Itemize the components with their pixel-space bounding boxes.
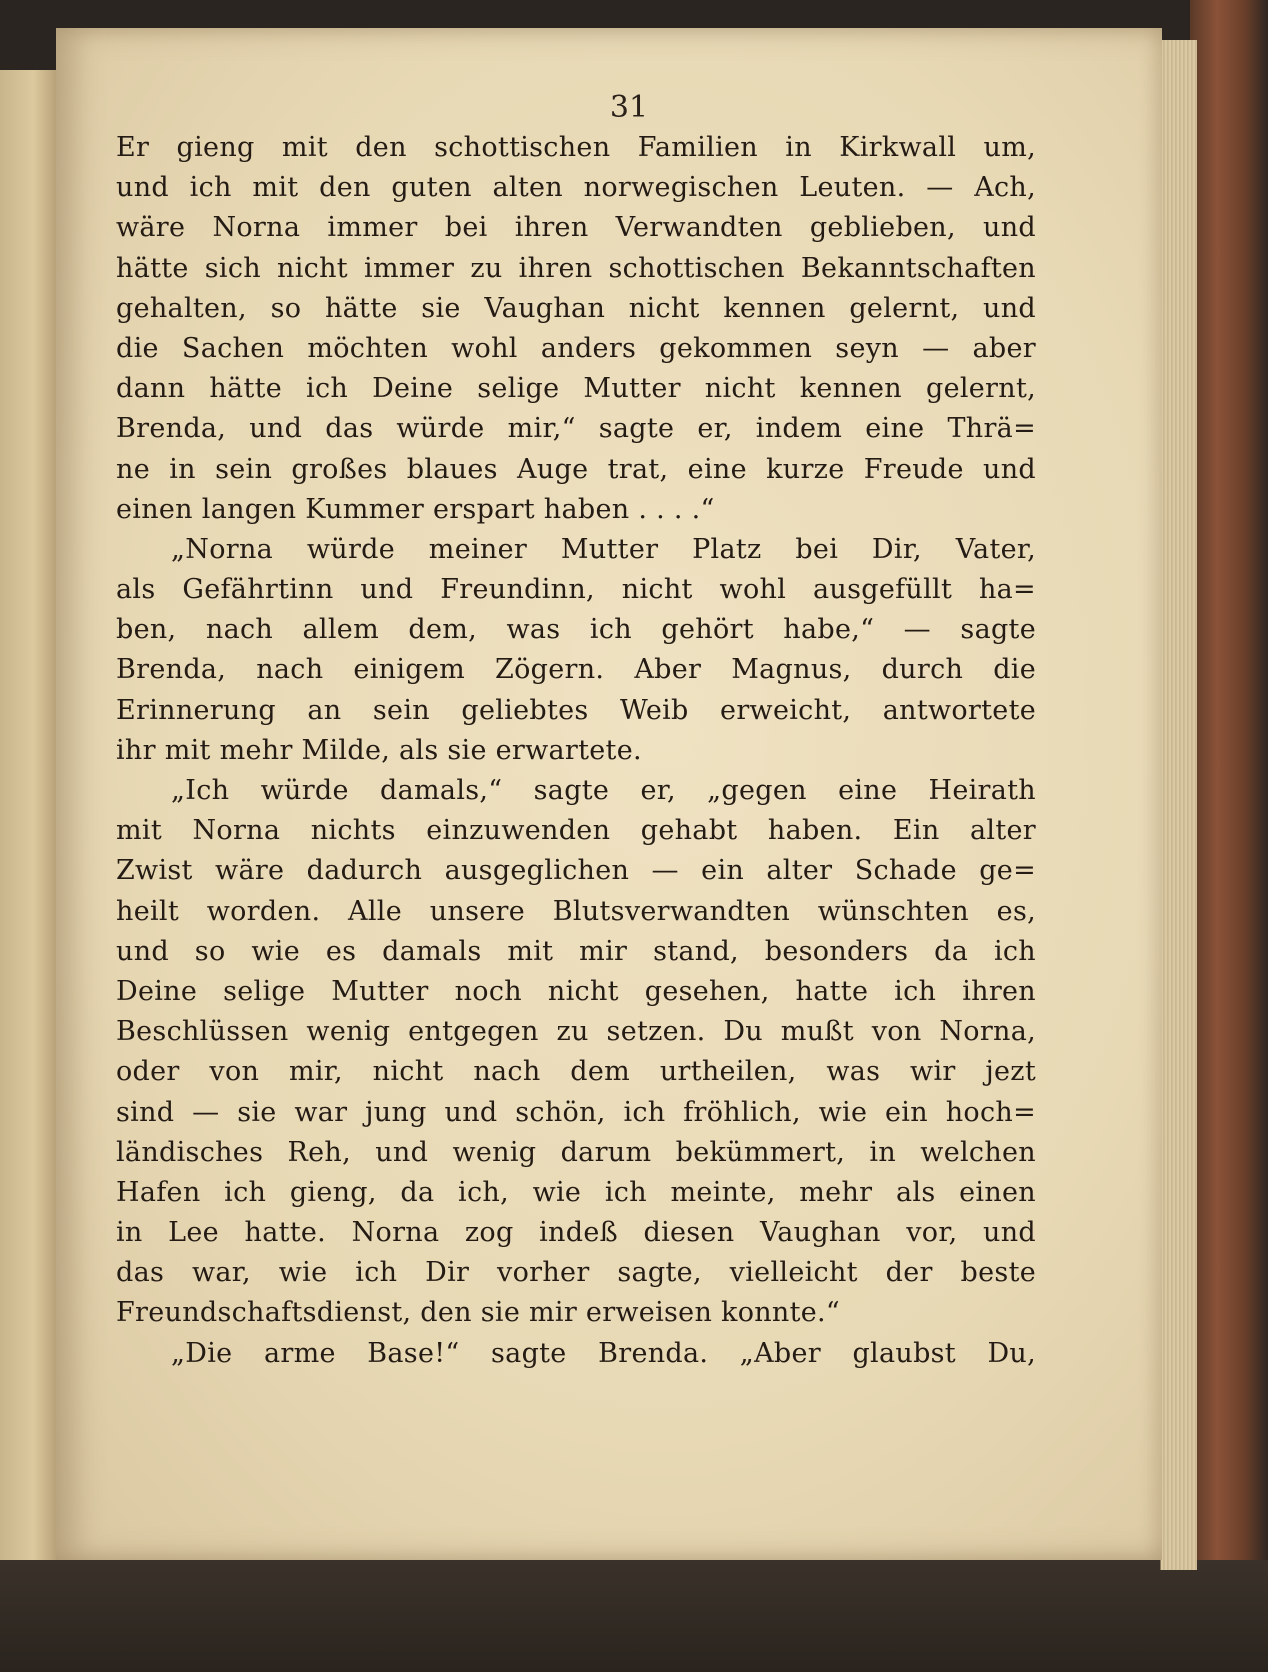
text-line: einen langen Kummer erspart haben . . . .“ — [116, 493, 715, 525]
text-line: hätte sich nicht immer zu ihren schottischen Bekanntschaften — [116, 252, 1036, 284]
text-line: das war, wie ich Dir vorher sagte, vielleicht der beste — [116, 1257, 1036, 1289]
text-line: Er gieng mit den schottischen Familien in Kirkwall um, — [116, 132, 1036, 163]
text-line: Freundschaftsdienst, den sie mir erweisen konnte.“ — [116, 1297, 841, 1329]
text-line: die Sachen möchten wohl anders gekommen seyn — aber — [116, 332, 1036, 364]
facing-page — [0, 70, 58, 1560]
book-page — [56, 28, 1162, 1560]
text-line: dann hätte ich Deine selige Mutter nicht kennen gelernt, — [116, 373, 1036, 405]
text-line: ländisches Reh, und wenig darum bekümmert, in welchen — [116, 1136, 1036, 1168]
text-line: als Gefährtinn und Freundinn, nicht wohl ausgefüllt ha= — [116, 574, 1036, 606]
text-line: mit Norna nichts einzuwenden gehabt haben. Ein alter — [116, 815, 1036, 847]
text-line: Erinnerung an sein geliebtes Weib erweicht, antwortete — [116, 694, 1036, 726]
text-line: ne in sein großes blaues Auge trat, eine kurze Freude und — [116, 453, 1036, 485]
text-line: Brenda, nach einigem Zögern. Aber Magnus, durch die — [116, 654, 1036, 686]
text-line: sind — sie war jung und schön, ich fröhlich, wie ein hoch= — [116, 1096, 1036, 1128]
text-line: ben, nach allem dem, was ich gehört habe,“ — sagte — [116, 614, 1036, 646]
text-line: Zwist wäre dadurch ausgeglichen — ein alter Schade ge= — [116, 855, 1036, 887]
page-edges — [1160, 40, 1197, 1570]
text-line: gehalten, so hätte sie Vaughan nicht kennen gelernt, und — [116, 292, 1036, 324]
text-line: Hafen ich gieng, da ich, wie ich meinte, mehr als einen — [116, 1176, 1036, 1208]
text-line: oder von mir, nicht nach dem urtheilen, was wir jezt — [116, 1056, 1036, 1088]
text-line: Beschlüssen wenig entgegen zu setzen. Du mußt von Norna, — [116, 1016, 1036, 1048]
page-number: 31 — [609, 90, 649, 125]
book-cover-edge — [1190, 0, 1268, 1672]
text-line: Deine selige Mutter noch nicht gesehen, hatte ich ihren — [116, 975, 1036, 1007]
background-surface — [0, 1560, 1268, 1672]
text-line: wäre Norna immer bei ihren Verwandten geblieben, und — [116, 212, 1036, 244]
text-line: und so wie es damals mit mir stand, besonders da ich — [116, 935, 1036, 967]
text-line: und ich mit den guten alten norwegischen Leuten. — Ach, — [116, 172, 1036, 204]
text-line: „Ich würde damals,“ sagte er, „gegen eine Heirath — [171, 775, 1036, 806]
text-line: ihr mit mehr Milde, als sie erwartete. — [116, 734, 642, 766]
text-line: in Lee hatte. Norna zog indeß diesen Vaughan vor, und — [116, 1217, 1036, 1249]
text-line: Brenda, und das würde mir,“ sagte er, indem eine Thrä= — [116, 413, 1036, 445]
text-line: heilt worden. Alle unsere Blutsverwandten wünschten es, — [116, 895, 1036, 927]
text-line: „Die arme Base!“ sagte Brenda. „Aber glaubst Du, — [171, 1337, 1036, 1369]
text-line: „Norna würde meiner Mutter Platz bei Dir, Vater, — [171, 533, 1036, 565]
text-block — [116, 128, 1036, 1374]
